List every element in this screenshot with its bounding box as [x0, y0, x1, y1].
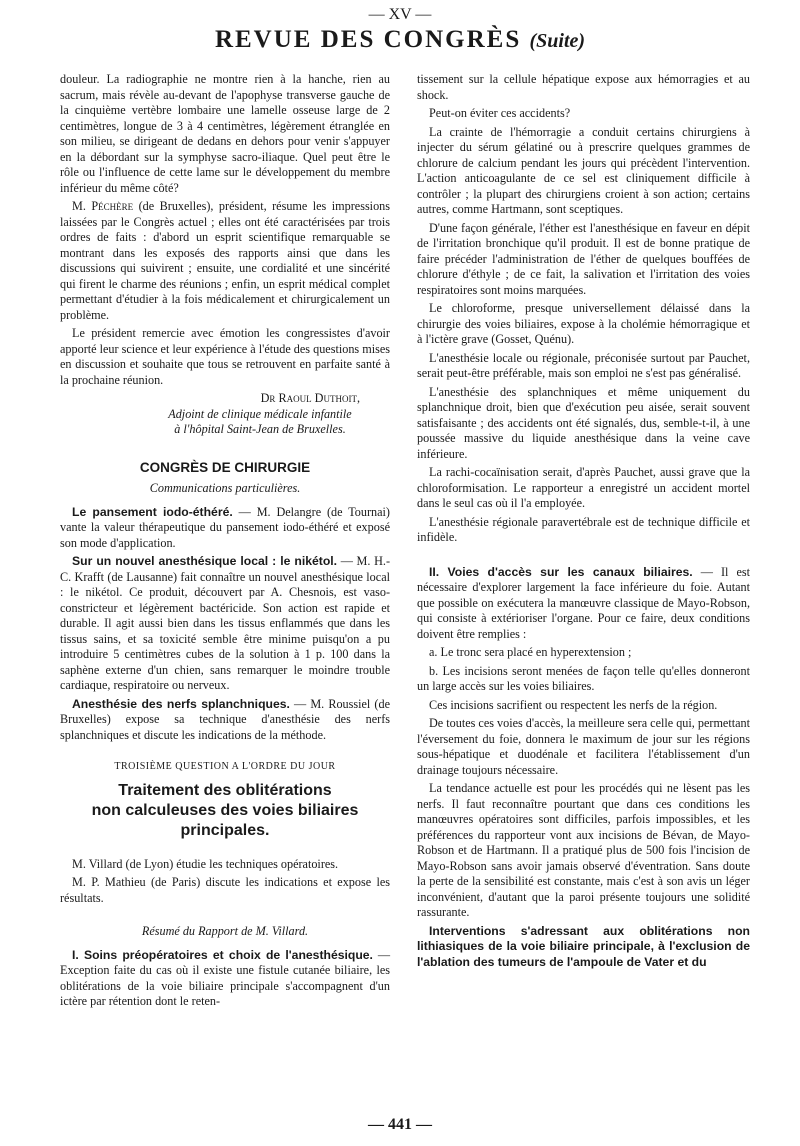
speaker-name: M. Péchère — [72, 199, 134, 213]
main-title-line: Traitement des oblitérations — [118, 781, 332, 799]
page-number: — 441 — — [368, 1116, 432, 1133]
paragraph: D'une façon générale, l'éther est l'anesthésique en faveur en dépit de l'irritation bronchique qu'il produit. Il est de bonne pratique de faire précéder l'administration de l'éther de quelques bouffées de chlorure d'éthyle ; de ce fait, la salivation et l'irritation des voies respiratoires sont moins marquées. — [417, 220, 750, 297]
right-column — [417, 72, 750, 973]
main-title-line: non calculeuses des voies biliaires — [91, 801, 359, 819]
question-heading: TROISIÈME QUESTION A L'ORDRE DU JOUR — [114, 761, 336, 772]
section-subtitle: Communications particulières. — [149, 481, 301, 495]
header-folio: — XV — — [368, 6, 432, 23]
paragraph-pechere — [60, 199, 390, 323]
paragraph: L'anesthésie régionale paravertébrale est de technique difficile et infidèle. — [417, 514, 750, 544]
paragraph-villard: M. Villard (de Lyon) étudie les techniques opératoires. — [72, 856, 339, 871]
paragraph-text: (de Bruxelles), président, résume les impressions laissées par le Congrès actuel ; elles ont été caractérisées par trois ordres de faits : d'abord un esprit scientifique remarquable se montrant dans les exposés des rapports ainsi que dans les discussions qui suivirent ; ensuite, une cordialité et une sincérité qui firent le charme des réunions ; enfin, un esprit médical complet permettant d'étudier à la fois médicalement et chirurgicalement un problème. — [60, 199, 390, 322]
section-soins — [60, 948, 390, 1010]
section-heading: I. Soins préopératoires et choix de l'anesthésique. — [72, 947, 373, 962]
main-title-line: principales. — [180, 821, 270, 839]
communication-niketol — [60, 554, 390, 694]
paragraph-mathieu: M. P. Mathieu (de Paris) discute les indications et expose les résultats. — [60, 875, 390, 905]
communication-splanchniques — [60, 697, 390, 744]
section-title-congres: CONGRÈS DE CHIRURGIE — [139, 459, 311, 475]
paragraph: L'anesthésie des splanchniques et même uniquement du splanchnique droit, bien que d'exécution peu aisée, serait souvent satisfaisante ; des accidents ont été signalés, dus, semble-t-il, à une poussée massive du liquide anesthésique dans la veine cave inférieure. — [417, 384, 750, 461]
resume-title: Résumé du Rapport de M. Villard. — [141, 924, 309, 938]
paragraph: La tendance actuelle est pour les procédés qui ne lèsent pas les nerfs. Il faut reconnaître pourtant que dans ces conditions les manœuvres opératoires sont difficiles, parfois impossibles, et les préférences du rapporteur vont aux incisions de Bévan, de Mayo-Robson et de Hartmann. Il a pratiqué plus de 500 fois l'incision de Mayo-Robson sans avoir jamais observé d'éventration. Sans doute la perte de la sensibilité est constante, mais c'est à son avis un léger inconvénient, d'autant que la paroi présente toujours une solidité rassurante. — [417, 781, 750, 919]
communication-pansement — [60, 505, 390, 552]
paragraph: tissement sur la cellule hépatique expose aux hémorragies et au shock. — [417, 72, 750, 102]
paragraph: Le président remercie avec émotion les congressistes d'avoir apporté leur science et leur expérience à l'étude des questions mises en discussion et souhaite que tous se retrouvent en parfaite santé à la prochaine réunion. — [60, 326, 390, 387]
communication-text: — M. H.-C. Krafft (de Lausanne) fait connaître un nouvel anesthésique local : le nikétol. Ce produit, découvert par A. Chesnois, est vaso-constricteur et légèrement bactéricide. Son action est rapide et durable. Il agit aussi bien dans les tissus enflammés que dans les tissus sains, et sa toxicité semble être minime puisqu'on a pu introduire 5 centimètres cubes de la solution à 1 p. 100 dans la saphène externe d'un chien, sans remarquer le moindre trouble cardiaque, respiratoire ou nerveux. — [60, 554, 391, 692]
journal-title-suite: (Suite) — [529, 30, 586, 52]
list-item: a. Le tronc sera placé en hyperextension ; — [429, 645, 632, 659]
paragraph: Le chloroforme, presque universellement délaissé dans la chirurgie des voies biliaires, expose à la cholémie hémorragique et à l'ictère grave (Gosset, Quénu). — [417, 301, 750, 346]
communication-text: — M. Delangre (de Tournai) vante la valeur thérapeutique du pansement iodo-éthéré et exposé son mode d'application. — [60, 504, 390, 550]
communication-heading: Sur un nouvel anesthésique local : le nikétol. — [72, 554, 338, 568]
section-heading: Interventions s'adressant aux oblitérations non lithiasiques de la voie biliaire principale, à l'exclusion de l'ablation des tumeurs de l'ampoule de Vater et du — [417, 923, 750, 969]
main-title — [60, 781, 390, 841]
communication-heading: Anesthésie des nerfs splanchniques. — [72, 696, 290, 711]
list-item: b. Les incisions seront menées de façon telle qu'elles donneront un large accès sur les voies biliaires. — [417, 663, 750, 693]
section-voies-acces — [417, 565, 750, 643]
spacer — [417, 549, 750, 565]
paragraph: La rachi-cocaïnisation serait, d'après Pauchet, aussi grave que la chloroformisation. Le rapporteur a enregistré un accident mortel dans le seul cas où il l'a employée. — [417, 465, 750, 510]
section-text: — Il est nécessaire d'explorer largement la face inférieure du foie. Autant que possible on exécutera la manœuvre classique de Mayo-Robson, qui consiste à extérioriser l'organe. Pour ce faire, deux conditions doivent être remplies : — [417, 564, 750, 641]
paragraph: Ces incisions sacrifient ou respectent les nerfs de la région. — [429, 697, 718, 712]
paragraph: La crainte de l'hémorragie a conduit certains chirurgiens à injecter du sérum gélatiné ou à prescrire quelques grammes de chlorure de calcium pendant les jours qui précèdent l'intervention. L'action anticoagulante de ce sel est cliniquement difficile à contrôler ; la plupart des chirurgiens croient à son action; certains autres, comme Hartmann, sont sceptiques. — [417, 124, 750, 216]
paragraph: L'anesthésie locale ou régionale, préconisée surtout par Pauchet, serait peut-être préférable, mais son emploi ne s'est pas généralisé. — [417, 350, 750, 380]
paragraph: Peut-on éviter ces accidents? — [429, 106, 571, 120]
signature-affiliation-2: à l'hôpital Saint-Jean de Bruxelles. — [174, 422, 346, 436]
signature-name: Dr Raoul Duthoit, — [260, 391, 360, 405]
communication-text: — M. Roussiel (de Bruxelles) expose sa technique d'anesthésie des nerfs splanchniques et discute les indications de la méthode. — [60, 696, 390, 742]
journal-title: REVUE DES CONGRÈS — [214, 26, 522, 53]
paragraph: De toutes ces voies d'accès, la meilleure sera celle qui, permettant l'éversement du foie, donnera le maximum de jour sur les régions sous-hépatique et duodénale et facilitera l'établissement d'un drainage toujours nécessaire. — [417, 716, 750, 777]
section-heading: II. Voies d'accès sur les canaux biliaires. — [429, 564, 693, 579]
running-title — [0, 26, 800, 54]
signature-affiliation-1: Adjoint de clinique médicale infantile — [168, 406, 352, 421]
communication-heading: Le pansement iodo-éthéré. — [72, 504, 233, 519]
paragraph: douleur. La radiographie ne montre rien à la hanche, rien au sacrum, mais révèle au-devant de l'apophyse transverse gauche de la cinquième vertèbre lombaire une lamelle osseuse large de 2 centimètres, longue de 3 à 4 centimètres, légèrement étranglée en son milieu, se dirigeant de dedans en dehors pour venir s'appuyer en la débordant sur la symphyse sacro-iliaque. Quel peut être le rôle ou l'influence de cette lame sur le développement du membre inférieur du même côté? — [60, 72, 390, 195]
section-interventions — [417, 924, 750, 971]
section-text: — Exception faite du cas où il existe une fistule cutanée biliaire, les oblitérations de la voie biliaire principale s'accompagnent d'un ictère par rétention dont le reten- — [60, 947, 390, 1008]
left-column — [60, 72, 390, 1013]
